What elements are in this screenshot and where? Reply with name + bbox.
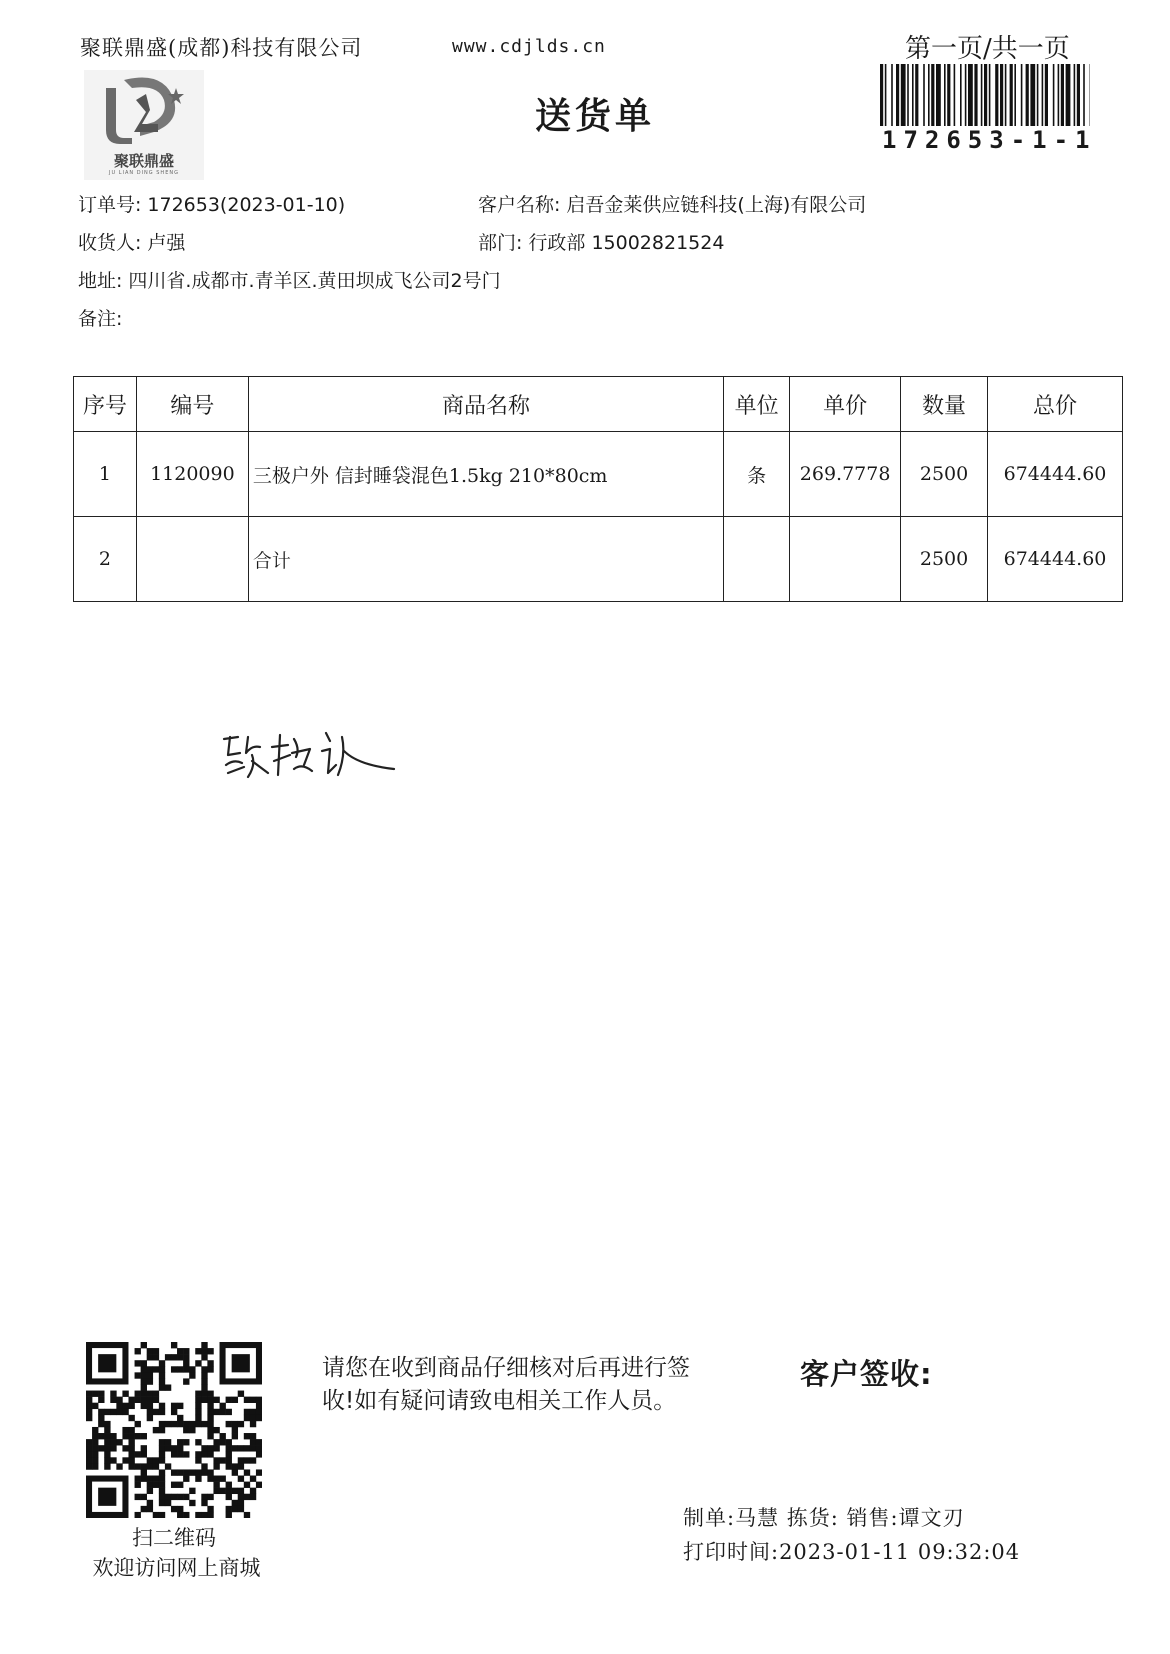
page-indicator: 第一页/共一页 bbox=[905, 34, 1070, 64]
address-value: 四川省.成都市.青羊区.黄田坝成飞公司2号门 bbox=[128, 270, 501, 292]
handwritten-signature bbox=[218, 725, 398, 785]
department-value: 行政部 15002821524 bbox=[528, 232, 725, 254]
address-label: 地址: bbox=[78, 270, 123, 292]
col-header-total: 总价 bbox=[988, 377, 1123, 432]
table-row-total bbox=[74, 517, 1123, 602]
col-header-price: 单价 bbox=[790, 377, 901, 432]
col-header-product: 商品名称 bbox=[248, 377, 723, 432]
col-header-unit: 单位 bbox=[724, 377, 790, 432]
website-url[interactable]: www.cdjlds.cn bbox=[452, 36, 606, 57]
col-header-code: 编号 bbox=[136, 377, 248, 432]
barcode-image bbox=[880, 64, 1090, 126]
col-header-quantity: 数量 bbox=[901, 377, 988, 432]
print-time: 打印时间:2023-01-11 09:32:04 bbox=[683, 1540, 1021, 1564]
staff-info: 制单:马慧 拣货: 销售:谭文刃 bbox=[683, 1506, 965, 1530]
logo-subtext: JU LIAN DING SHENG bbox=[109, 170, 179, 176]
receiver-field bbox=[78, 228, 185, 255]
document-title: 送货单 bbox=[535, 96, 656, 137]
delivery-notice bbox=[322, 1352, 762, 1418]
cell-quantity: 2500 bbox=[901, 432, 988, 517]
table-row bbox=[74, 432, 1123, 517]
cell-code: 1120090 bbox=[136, 432, 248, 517]
qr-caption-scan: 扫二维码 bbox=[132, 1526, 216, 1550]
cell-product: 合计 bbox=[248, 517, 723, 602]
cell-index: 2 bbox=[74, 517, 137, 602]
department-label: 部门: bbox=[478, 232, 523, 254]
department-field bbox=[478, 228, 724, 255]
notice-line-1: 请您在收到商品仔细核对后再进行签 bbox=[322, 1355, 690, 1381]
col-header-index: 序号 bbox=[74, 377, 137, 432]
order-number-value: 172653(2023-01-10) bbox=[147, 194, 346, 216]
cell-total: 674444.60 bbox=[988, 517, 1123, 602]
logo-wordmark: 聚联鼎盛 bbox=[113, 152, 174, 170]
order-number-label: 订单号: bbox=[78, 194, 142, 216]
customer-value: 启吾金莱供应链科技(上海)有限公司 bbox=[566, 194, 867, 216]
order-number-field bbox=[78, 190, 345, 217]
cell-unit bbox=[724, 517, 790, 602]
cell-price: 269.7778 bbox=[790, 432, 901, 517]
cell-quantity: 2500 bbox=[901, 517, 988, 602]
receiver-label: 收货人: bbox=[78, 232, 142, 254]
logo-mark-icon bbox=[84, 70, 204, 150]
cell-code bbox=[136, 517, 248, 602]
cell-index: 1 bbox=[74, 432, 137, 517]
customer-label: 客户名称: bbox=[478, 194, 561, 216]
receiver-value: 卢强 bbox=[147, 232, 186, 254]
customer-signature-label: 客户签收: bbox=[800, 1357, 933, 1391]
address-field bbox=[78, 266, 501, 293]
cell-price bbox=[790, 517, 901, 602]
table-header-row bbox=[74, 377, 1123, 432]
company-name: 聚联鼎盛(成都)科技有限公司 bbox=[80, 36, 363, 60]
cell-unit: 条 bbox=[724, 432, 790, 517]
barcode-number: 172653-1-1 bbox=[882, 126, 1097, 154]
qr-code-image[interactable] bbox=[86, 1342, 262, 1518]
notice-line-2: 收!如有疑问请致电相关工作人员。 bbox=[322, 1388, 677, 1414]
customer-field bbox=[478, 190, 866, 217]
remark-label: 备注: bbox=[78, 308, 123, 330]
remark-field bbox=[78, 304, 122, 331]
items-table bbox=[73, 376, 1123, 602]
qr-caption-visit: 欢迎访问网上商城 bbox=[92, 1556, 261, 1580]
cell-total: 674444.60 bbox=[988, 432, 1123, 517]
cell-product: 三极户外 信封睡袋混色1.5kg 210*80cm bbox=[248, 432, 723, 517]
